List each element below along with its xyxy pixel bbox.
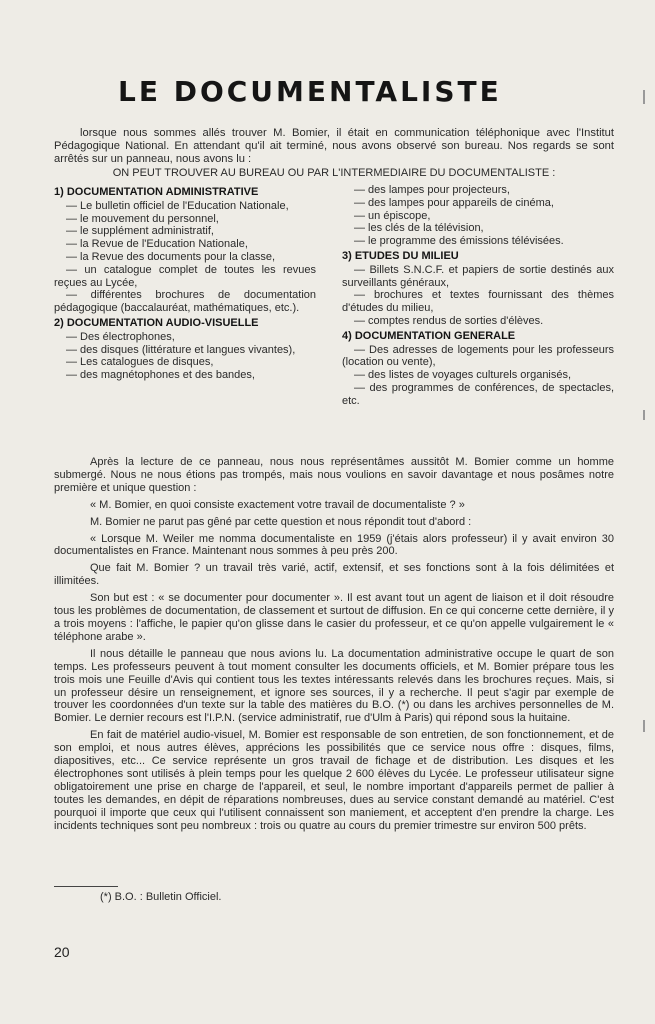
list-item: — Le bulletin officiel de l'Education Nationale, (66, 199, 289, 212)
page-title: LE DOCUMENTALISTE (118, 75, 502, 108)
list-item: — Les catalogues de disques, (66, 356, 214, 369)
panel-caption: ON PEUT TROUVER AU BUREAU OU PAR L'INTERMEDIAIRE DU DOCUMENTALISTE : (112, 167, 556, 179)
left-column (54, 184, 316, 382)
footnote-divider (54, 886, 118, 887)
section-heading-audio-visual: 2) DOCUMENTATION AUDIO-VISUELLE (54, 316, 259, 329)
list-item: — des listes de voyages culturels organisés, (354, 369, 572, 382)
intro-text: lorsque nous sommes allés trouver M. Bomier, il était en communication téléphonique avec l'Institut Pédagogique National. En attendant qu'il ait terminé, nous avons observé son bureau. Nos regards se sont arrêtés sur un panneau, nous avons lu : (54, 127, 614, 166)
right-column (342, 184, 614, 408)
page-number: 20 (54, 944, 70, 960)
list-item: — des magnétophones et des bandes, (66, 369, 255, 382)
scan-edge-mark (643, 410, 645, 420)
body-paragraph: Son but est : « se documenter pour documenter ». Il est avant tout un agent de liaison et il doit résoudre tous les problèmes de documentation, de classement et surtout de diffusion. En ce qui concerne cette dernière, il y a trois moyens : l'affiche, le papier qu'on glisse dans le casier du professeur, et ce qu'on appelle vulgairement le « téléphone arabe ». (54, 592, 614, 643)
list-item: — brochures et textes fournissant des thèmes d'études du milieu, (342, 289, 614, 315)
list-item: — le supplément administratif, (66, 225, 214, 238)
list-item: — comptes rendus de sorties d'élèves. (354, 314, 544, 327)
scan-edge-mark (643, 720, 645, 732)
list-item: — les clés de la télévision, (354, 222, 484, 235)
list-item: — des disques (littérature et langues vivantes), (66, 343, 296, 356)
list-item: — différentes brochures de documentation pédagogique (baccalauréat, mathématiques, etc.). (54, 289, 316, 315)
body-paragraph: M. Bomier ne parut pas gêné par cette question et nous répondit tout d'abord : (90, 515, 472, 528)
list-item: — Des électrophones, (66, 330, 175, 343)
list-item: — un catalogue complet de toutes les revues reçues au Lycée, (54, 263, 316, 289)
list-item: — des lampes pour projecteurs, (354, 184, 510, 196)
body-paragraph: « M. Bomier, en quoi consiste exactement votre travail de documentaliste ? » (90, 498, 465, 511)
list-item: — la Revue de l'Education Nationale, (66, 238, 248, 251)
intro-paragraph (54, 127, 614, 167)
footnote: (*) B.O. : Bulletin Officiel. (100, 891, 222, 903)
body-paragraph: Après la lecture de ce panneau, nous nous représentâmes aussitôt M. Bomier comme un homme submergé. Nous ne nous étions pas trompés, mais nous voulions en savoir davantage et nous posâmes notre première et unique question : (54, 456, 614, 494)
section-heading-general: 4) DOCUMENTATION GENERALE (342, 329, 516, 342)
body-paragraph: Que fait M. Bomier ? un travail très varié, actif, extensif, et ses fonctions sont à la fois délimitées et illimitées. (54, 562, 614, 588)
section-heading-local-studies: 3) ETUDES DU MILIEU (342, 249, 459, 262)
list-item: — le programme des émissions télévisées. (354, 235, 564, 248)
list-item: — le mouvement du personnel, (66, 212, 219, 225)
list-item: — des programmes de conférences, de spectacles, etc. (342, 381, 614, 407)
scan-edge-mark (643, 90, 645, 104)
list-item: — des lampes pour appareils de cinéma, (354, 196, 554, 209)
body-paragraph: « Lorsque M. Weiler me nomma documentaliste en 1959 (j'étais alors professeur) il y avait environ 30 documentalistes en France. Maintenant nous sommes à peu près 200. (54, 532, 614, 558)
body-paragraph: En fait de matériel audio-visuel, M. Bomier est responsable de son entretien, de son fonctionnement, et de son emploi, et nous autres élèves, apprécions les possibilités que ce service nous offre : disques, films, diapositives, etc... Ce service représente un gros travail de fichage et de distribution. Les disques et les électrophones sont utilisés à plein temps pour les quelque 2 600 élèves du Lycée. Le professeur utilisateur signe obligatoirement une prise en charge de l'appareil, et seul, le nombre important d'appareils permet de pallier à toutes les demandes, en dépit de réparations nombreuses, dues au service constant demandé au matériel. C'est pourquoi il importe que ceux qui l'utilisent connaissent son maniement, et acceptent d'en prendre la charge. Les incidents techniques sont peu nombreux : trois ou quatre au cours du premier trimestre sur environ 500 prêts. (54, 729, 614, 832)
article-body (54, 456, 614, 836)
list-item: — Des adresses de logements pour les professeurs (location ou vente), (342, 343, 614, 369)
list-item: — Billets S.N.C.F. et papiers de sortie destinés aux surveillants généraux, (342, 263, 614, 289)
list-item: — la Revue des documents pour la classe, (66, 250, 276, 263)
section-heading-administrative: 1) DOCUMENTATION ADMINISTRATIVE (54, 186, 259, 198)
body-paragraph: Il nous détaille le panneau que nous avions lu. La documentation administrative occupe le quart de son temps. Les professeurs peuvent à tout moment consulter les documents officiels, et M. Bomier prépare tous les trois mois une Feuille d'Avis qui contient tous les textes intéressants relevés dans les brochures reçues. Mais, si un professeur désire un renseignement, et ignore ses sources, il y a recherche. Il peut s'agir par exemple de trouver les coordonnées d'un texte sur la table des matières du B.O. (*) ou dans les archives personnelles de M. Bomier. Le dernier recours est l'I.P.N. (service administratif, rue d'Ulm à Paris) qui répond sous la huitaine. (54, 647, 614, 725)
list-item: — un épiscope, (354, 209, 431, 222)
